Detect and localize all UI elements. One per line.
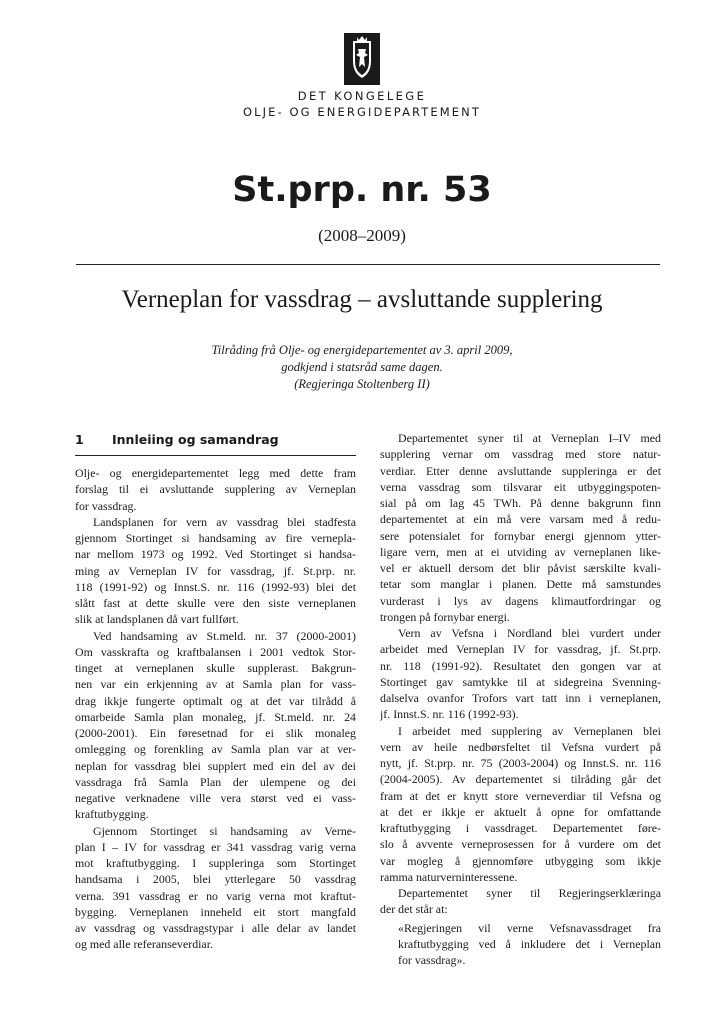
text-line: slo å avvente verneprosessen for å vurdere om det [380,837,661,852]
text-line: dalselva ovanfor Trofors vart tatt inn i verneplanen, [380,691,661,705]
text-line: var mogleg å gjennomføre utbygging som ikkje [380,853,661,868]
text-line: neplan for vassdrag blei supplert med ein del av dei [75,758,356,773]
text-line: tinget at verneplanen skulle supplerast. Bakgrun- [75,661,356,675]
section-heading [75,430,356,450]
text-line: mot kraftutbygging. I suppleringa som Stortinget [75,856,356,870]
text-line: ligare vern, men at ei utviding av verneplanen like- [380,544,661,559]
text-line: av vassdrag og vassdragstypar i alle delar av landet [75,921,356,935]
right-column [380,430,661,968]
text-line: verna. 391 vassdrag er no varig verna mot kraftut- [75,888,356,903]
section-divider [75,455,356,456]
text-line: vern av heile nedbørsfeltet til Vefsna vurdert på [380,739,661,754]
text-line: jf. Innst.S. nr. 116 (1992-93). [380,707,519,722]
text-line: drag ikkje fungerte optimalt og at det var tilrådd å [75,693,356,708]
text-line: omarbeide Samla plan monaleg, jf. St.meld. nr. 24 [75,709,356,724]
text-line: supplering vernar om vassdrag med store natur- [380,447,661,462]
text-line: kraftutbygging i vassdraget. Departementet føre- [380,821,661,835]
text-line: slått fast at dette skulle vere den siste verneplanen [75,596,356,610]
text-line: arbeidet med Verneplan IV for vassdrag, jf. St.prp. [380,642,661,657]
text-line: ramma naturverninteressene. [380,869,518,884]
text-line: Om vasskrafta og kraftbalansen i 2001 vedtok Stor- [75,644,356,659]
text-line: verdiar. Etter denne avsluttande suppleringa er det [380,463,661,478]
text-line: nen var ein erkjenning av at Samla plan for vass- [75,677,356,692]
text-line: (2004-2005). Av departementet si tilråding går det [380,772,661,787]
quote-line: kraftutbygging ved å inkludere det i Verneplan [398,936,661,951]
title-divider [76,264,660,265]
text-line: handsama i 2005, blei ytterlegare 50 vassdrag [75,872,356,887]
approval-line: (Regjeringa Stoltenberg II) [294,377,430,391]
text-line: vurderast i lys av dagens klimautfordringar og [380,593,661,608]
text-line: vel er aktuell dersom det blir påvist særskilte kvali- [380,561,661,575]
quote-line: «Regjeringen vil verne Vefsnavassdraget fra [398,920,661,935]
section-number: 1 [75,432,84,447]
text-line: bygging. Verneplanen inneheld eit stort mangfald [75,904,356,919]
text-line: vassdraga frå Samla Plan der ulempene og dei [75,774,356,789]
text-line: nar mellom 1973 og 1992. Ved Stortinget si handsa- [75,547,356,562]
document-year: (2008–2009) [318,226,406,245]
coat-of-arms-icon [344,33,380,85]
text-line: Departementet syner til Regjeringserklæringa [398,886,661,900]
section-title: Innleiing og samandrag [112,432,279,447]
text-line: sere potensialet for fornybar energi gjennom ytter- [380,528,661,543]
text-line: Olje- og energidepartementet legg med dette fram [75,466,356,480]
text-line: at det er ikkje er aktuelt å opne for omfattande [380,804,661,819]
text-line: trongen på fornybar energi. [380,609,510,624]
text-line: negative verknadene ville vera størst ved ei vass- [75,791,356,805]
text-line: Stortinget gav samtykke til at sidegreina Svenning- [380,674,661,689]
text-line: nr. 118 (1991-92). Resultatet den gongen var at [380,658,661,673]
text-line: tetar som manglar i planen. Dette må samstundes [380,577,661,592]
text-line: nytt, jf. St.prp. nr. 75 (2003-2004) og Innst.S. nr. 116 [380,756,661,770]
ministry-name-line-1: DET KONGELEGE [297,89,427,103]
text-line: Landsplanen for vern av vassdrag blei stadfesta [93,514,356,529]
approval-line: godkjend i statsråd same dagen. [281,360,443,374]
text-line: verna vassdrag som tilsvarar eit utbyggingspoten- [380,479,661,494]
text-line: ming av Verneplan IV for vassdrag, jf. St.prp. nr. [75,563,356,578]
quote-line: for vassdrag». [398,953,466,967]
text-line: I arbeidet med supplering av Verneplanen blei [398,723,661,738]
text-line: forslag til ei avsluttande supplering av Verneplan [75,482,356,497]
document-title: St.prp. nr. 53 [232,170,492,210]
ministry-name-line-2: OLJE- OG ENERGIDEPARTEMENT [242,105,482,119]
quote-block [380,920,661,969]
approval-line: Tilråding frå Olje- og energidepartementet av 3. april 2009, [211,343,513,357]
text-line: der det står at: [380,902,448,917]
text-line: fram at det er knytt store verneverdiar til Vefsna og [380,788,661,803]
text-line: 118 (1991-92) og Innst.S. nr. 116 (1992-93) blei det [75,579,356,594]
text-line: departementet at ein må vere varsam med å redu- [380,512,661,527]
left-column [75,430,356,953]
text-line: gjennom Stortinget si handsaming av fire verneplа- [75,531,356,545]
text-line: Vern av Vefsna i Nordland blei vurdert under [398,626,661,640]
text-line: for vassdrag. [75,498,137,513]
text-line: Gjennom Stortinget si handsaming av Verne- [93,823,356,838]
approval-note [0,342,724,393]
text-line: Departementet syner til at Verneplan I–IV med [398,431,661,445]
text-line: plan I – IV for vassdrag er 341 vassdrag varig verna [75,839,356,854]
text-line: kraftutbygging. [75,807,149,822]
text-line: omlegging og forenkling av Samla plan var at ver- [75,742,356,757]
main-heading: Verneplan for vassdrag – avsluttande supplering [121,286,603,313]
text-line: og med alle referanseverdiar. [75,937,213,952]
text-line: sial på om lag 45 TWh. På denne bakgrunn finn [380,496,661,510]
text-line: Ved handsaming av St.meld. nr. 37 (2000-2001) [93,628,356,643]
text-line: (2000-2001). Ein føresetnad for ei slik monaleg [75,726,356,740]
text-line: slik at landsplanen då vart fullført. [75,612,239,627]
